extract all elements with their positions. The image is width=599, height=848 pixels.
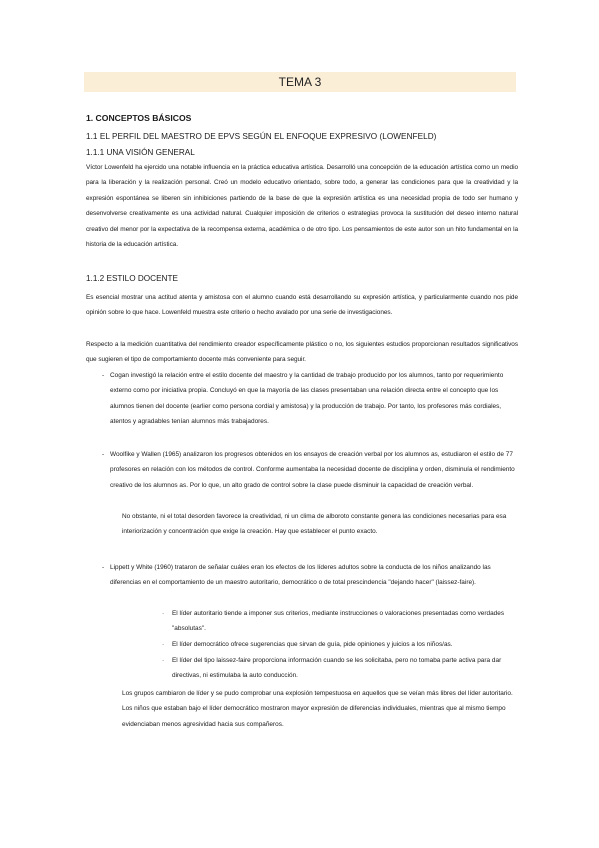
sub-item-autoritario: [162, 606, 518, 637]
paragraph-estilo-docente: Es esencial mostrar una actitud atenta y amistosa con el alumno cuando está desarrollando su expresión artística, y particularmente cuando nos pide opinión sobre lo que hace. Lowenfeld muestra este criterio o hecho avalado por una serie de investigaciones.: [86, 294, 518, 317]
subsubsection-title-estilo: 1.1.2 ESTILO DOCENTE: [86, 274, 178, 283]
bullet-dot: ·: [162, 641, 165, 648]
paragraph-vision-general: Víctor Lowenfeld ha ejercido una notable influencia en la práctica educativa artística. Desarrolló una concepción de la educación artística como un medio para la liberación y la realización personal. Creó un modelo educativo orientado, sobre todo, a generar las condiciones para que la creatividad y la expresión espontánea se liberen sin inhibiciones partiendo de la base de que la expresión artística es una necesidad propia de todo ser humano y desenvolverse creativamente es una actividad natural. Cualquier imposición de criterios o estrategias provoca la sustitución del deseo interno natural creativo del menor por la expectativa de la recompensa externa, académica o de otro tipo. Los pensamientos de este autor son un hito fundamental en la historia de la educación artística.: [86, 164, 518, 249]
bullet-dash: -: [102, 451, 105, 458]
page-title: TEMA 3: [278, 75, 322, 89]
sub-item-text: El líder del tipo laissez-faire proporciona información cuando se les solicitaba, pero no tomaba parte activa para dar directivas, ni estimulaba la auto conducción.: [172, 657, 502, 680]
bullet-dash: -: [102, 372, 105, 379]
list-item-text: Cogan investigó la relación entre el estilo docente del maestro y la cantidad de trabajo producido por los alumnos, tanto por requerimiento externo como por iniciativa propia. Concluyó en que la mayoría de las clases presentaban una relación directa entre el concepto que los alumnos tienen del docente (earlier como persona cordial y amistosa) y la producción de trabajo. Por tanto, los profesores más cordiales, atentos y agradables tenían alumnos más trabajadores.: [110, 372, 504, 426]
bullet-dot: ·: [162, 657, 165, 664]
list-item-continuation: No obstante, ni el total desorden favorece la creatividad, ni un clima de alboroto constante genera las condiciones necesarias para esa interiorización y concentración que exige la creación. Hay que establecer el punto exacto.: [122, 513, 507, 536]
subsection-heading: 1.1 EL PERFIL DEL MAESTRO DE EPVS SEGÚN EL ENFOQUE EXPRESIVO (LOWENFELD): [86, 132, 437, 141]
list-item-woolfike: [102, 447, 520, 493]
list-item-text: Woolfike y Wallen (1965) analizaron los progresos obtenidos en los ensayos de creación verbal por los alumnos as, estudiaron el estilo de 77 profesores en relación con los métodos de control. Conforme aumentaba la necesidad docente de disciplina y orden, disminuía el rendimiento creativo de los alumnos as. Por lo que, un alto grado de control sobre la clase puede disminuir la capacidad de creación verbal.: [110, 451, 515, 489]
section-heading: 1. CONCEPTOS BÁSICOS: [86, 113, 192, 123]
title-banner: [84, 72, 516, 92]
paragraph-conclusion: Los grupos cambiaron de líder y se pudo comprobar una explosión tempestuosa en aquellos que se veían más libres del líder autoritario. Los niños que estaban bajo el líder democrático mostraron mayor expresión de diferencias individuales, mientras que al mismo tiempo evidenciaban menos agresividad hacia sus compañeros.: [122, 690, 513, 728]
sub-item-text: El líder autoritario tiende a imponer sus criterios, mediante instrucciones o valoraciones presentadas como verdades "absolutas".: [172, 610, 505, 633]
sub-item-democratico: [162, 637, 518, 652]
bullet-dash: -: [102, 564, 105, 571]
list-item-text: Lippett y White (1960) trataron de señalar cuáles eran los efectos de los líderes adultos sobre la conducta de los niños analizando las diferencias en el comportamiento de un maestro autoritario, democrático o de total prescindencia "dejando hacer" (laissez-faire).: [110, 564, 491, 587]
sub-item-laissez-faire: [162, 653, 518, 684]
bullet-dot: ·: [162, 610, 165, 617]
list-item-lippett: [102, 560, 520, 591]
sub-item-text: El líder democrático ofrece sugerencias que sirvan de guía, pide opiniones y juicios a los niños/as.: [172, 641, 453, 648]
list-item-cogan: [102, 368, 520, 430]
paragraph-respecto: Respecto a la medición cuantitativa del rendimiento creador específicamente plástico o no, los siguientes estudios proporcionan resultados significativos que sugieren el tipo de comportamiento docente más conveniente para seguir.: [86, 341, 518, 364]
subsubsection-title-vision: 1.1.1 UNA VISIÓN GENERAL: [86, 148, 195, 157]
